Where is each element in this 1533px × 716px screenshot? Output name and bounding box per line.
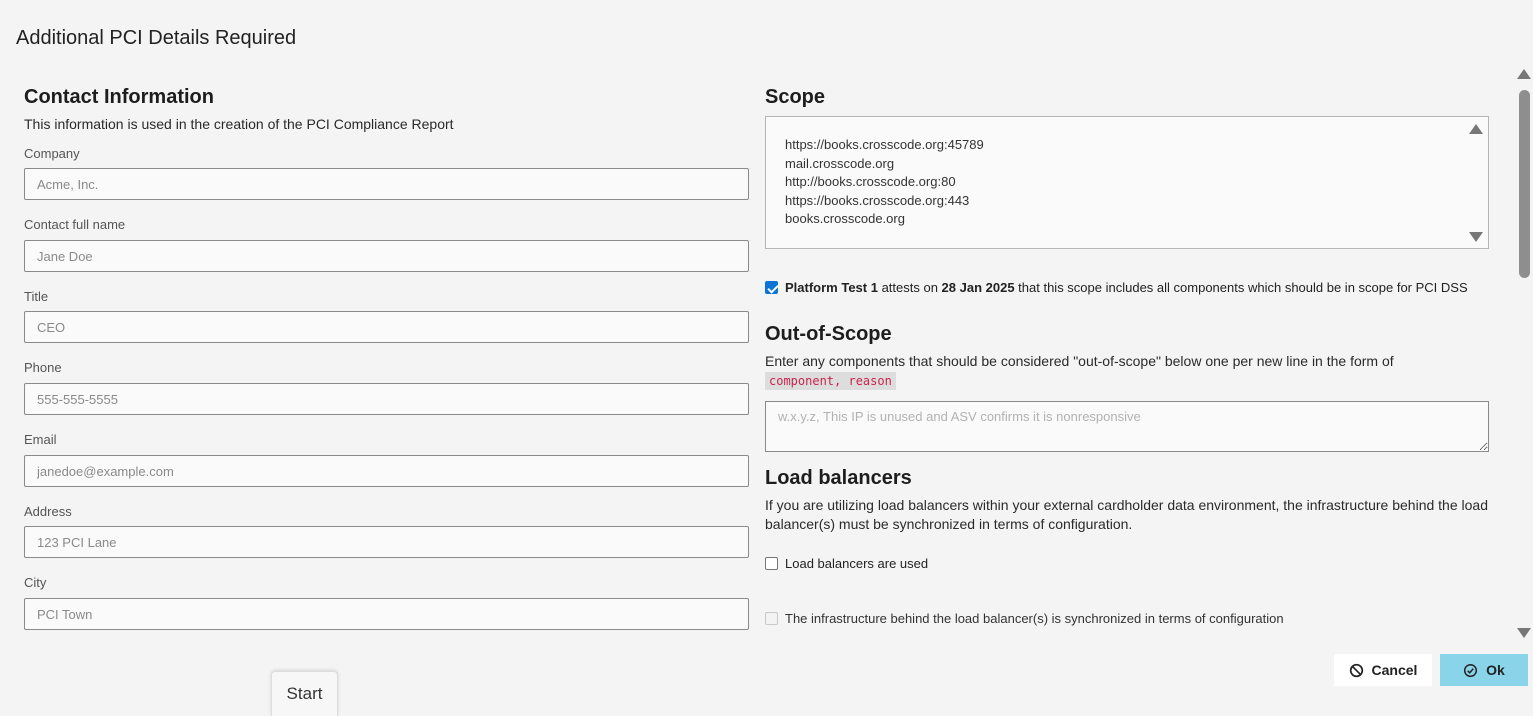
out-of-scope-textarea[interactable]	[765, 401, 1489, 452]
cancel-icon	[1349, 663, 1364, 678]
scroll-up-arrow-icon[interactable]	[1517, 69, 1531, 79]
scrollbar-thumb[interactable]	[1519, 90, 1530, 278]
ok-label: Ok	[1486, 662, 1505, 678]
out-of-scope-description	[765, 352, 1489, 391]
city-label: City	[24, 575, 47, 590]
scope-item: https://books.crosscode.org:443	[785, 192, 970, 208]
city-input[interactable]	[24, 598, 749, 630]
scope-attest-checkbox[interactable]	[765, 281, 778, 294]
company-label: Company	[24, 146, 80, 161]
attest-date: 28 Jan 2025	[941, 280, 1015, 295]
contact-name-input[interactable]	[24, 240, 749, 272]
scroll-up-arrow-icon[interactable]	[1469, 124, 1483, 134]
load-balancers-synced-row	[765, 611, 1284, 626]
attest-rest: that this scope includes all components which should be in scope for PCI DSS	[1014, 280, 1468, 295]
attest-middle: attests on	[877, 280, 942, 295]
scope-heading: Scope	[765, 86, 826, 108]
out-of-scope-heading: Out-of-Scope	[765, 323, 892, 345]
load-balancers-used-row[interactable]	[765, 556, 928, 571]
dialog-title: Additional PCI Details Required	[16, 27, 297, 49]
out-of-scope-text: Enter any components that should be considered "out-of-scope" below one per new line in the form of	[765, 353, 1394, 369]
company-input[interactable]	[24, 168, 749, 200]
load-balancers-synced-label: The infrastructure behind the load balancer(s) is synchronized in terms of configuration	[785, 611, 1284, 626]
attester-name: Platform Test 1	[785, 280, 878, 295]
phone-label: Phone	[24, 360, 62, 375]
start-button[interactable]: Start	[271, 671, 338, 716]
title-input[interactable]	[24, 311, 749, 343]
scope-item: http://books.crosscode.org:80	[785, 174, 956, 189]
email-input[interactable]	[24, 455, 749, 487]
address-label: Address	[24, 504, 72, 519]
cancel-button[interactable]	[1334, 654, 1432, 686]
contact-heading: Contact Information	[24, 86, 214, 108]
load-balancers-used-label: Load balancers are used	[785, 556, 929, 571]
title-label: Title	[24, 289, 49, 304]
scope-attest-text	[785, 280, 1468, 295]
scope-attest-row[interactable]	[765, 280, 1468, 295]
scope-item: books.crosscode.org	[785, 211, 905, 226]
scroll-down-arrow-icon[interactable]	[1469, 232, 1483, 242]
load-balancers-description: If you are utilizing load balancers within your external cardholder data environment, the infrastructure behind the load balancer(s) must be synchronized in terms of configuration.	[765, 497, 1488, 532]
scope-item: https://books.crosscode.org:45789	[785, 137, 984, 152]
load-balancers-heading: Load balancers	[765, 467, 912, 489]
address-input[interactable]	[24, 526, 749, 558]
contact-description: This information is used in the creation of the PCI Compliance Report	[24, 116, 454, 132]
email-label: Email	[24, 432, 57, 447]
load-balancers-used-checkbox[interactable]	[765, 557, 778, 570]
phone-input[interactable]	[24, 383, 749, 415]
ok-button[interactable]	[1440, 654, 1528, 686]
scope-scrollbar[interactable]	[1464, 117, 1488, 248]
cancel-label: Cancel	[1371, 662, 1418, 678]
contact-name-label: Contact full name	[24, 217, 126, 232]
content-scrollbar[interactable]	[1514, 64, 1533, 642]
scope-item: mail.crosscode.org	[785, 155, 895, 171]
scope-items	[785, 136, 984, 229]
dialog-content	[0, 64, 1514, 642]
scope-list[interactable]	[765, 116, 1489, 249]
format-code: component, reason	[765, 372, 896, 390]
check-circle-icon	[1463, 663, 1478, 678]
load-balancers-synced-checkbox	[765, 612, 778, 625]
scroll-down-arrow-icon[interactable]	[1517, 628, 1531, 638]
